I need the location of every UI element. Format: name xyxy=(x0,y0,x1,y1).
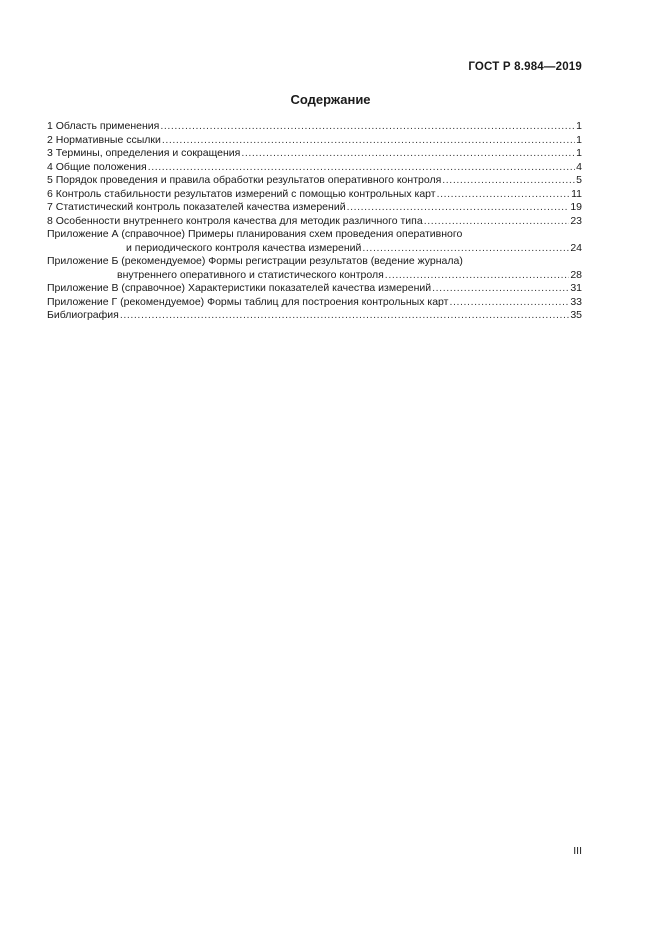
toc-entry-bibliography[interactable] xyxy=(47,309,582,323)
toc-entry-1[interactable] xyxy=(47,120,582,134)
dot-leader xyxy=(160,120,575,134)
toc-entry-page: 5 xyxy=(576,174,582,186)
toc-entry-text: 2 Нормативные ссылки xyxy=(47,133,161,146)
dot-leader xyxy=(442,174,575,188)
table-of-contents xyxy=(47,120,582,323)
dot-leader xyxy=(148,161,575,175)
toc-entry-text: Приложение А (справочное) Примеры планирования схем проведения оперативного xyxy=(47,228,463,240)
dot-leader xyxy=(424,215,570,229)
toc-entry-page: 1 xyxy=(576,147,582,159)
dot-leader xyxy=(437,188,570,202)
dot-leader xyxy=(385,269,570,283)
toc-entry-page: 23 xyxy=(570,214,582,227)
dot-leader xyxy=(241,147,575,161)
toc-entry-text: Приложение В (справочное) Характеристики показателей качества измерений xyxy=(47,282,432,294)
toc-entry-2[interactable] xyxy=(47,134,582,148)
document-code: ГОСТ Р 8.984—2019 xyxy=(468,61,582,73)
toc-entry-page: 11 xyxy=(571,187,582,200)
toc-entry-page: 31 xyxy=(570,282,582,294)
toc-entry-text: Приложение Б (рекомендуемое) Формы регистрации результатов (ведение журнала) xyxy=(47,255,463,267)
toc-entry-text: 1 Область применения xyxy=(47,120,160,132)
toc-entry-appendix-b[interactable] xyxy=(47,255,582,282)
toc-entry-text: 7 Статистический контроль показателей качества измерений xyxy=(47,201,346,213)
dot-leader xyxy=(347,201,570,215)
toc-entry-text: 5 Порядок проведения и правила обработки результатов оперативного контроля xyxy=(47,174,442,186)
toc-entry-6[interactable] xyxy=(47,188,582,202)
toc-entry-page: 1 xyxy=(576,120,582,132)
toc-entry-7[interactable] xyxy=(47,201,582,215)
page-number: III xyxy=(573,845,582,857)
dot-leader xyxy=(362,242,569,256)
toc-entry-5[interactable] xyxy=(47,174,582,188)
toc-entry-page: 28 xyxy=(570,268,582,281)
toc-entry-page: 4 xyxy=(576,160,582,173)
toc-entry-text: 3 Термины, определения и сокращения xyxy=(47,147,241,159)
toc-entry-text: 6 Контроль стабильности результатов измерений с помощью контрольных карт xyxy=(47,187,436,200)
toc-entry-page: 24 xyxy=(570,241,582,254)
dot-leader xyxy=(120,309,569,323)
dot-leader xyxy=(432,282,569,296)
toc-entry-continuation: и периодического контроля качества измерений xyxy=(126,241,362,254)
toc-entry-text: 8 Особенности внутреннего контроля качества для методик различного типа xyxy=(47,214,423,227)
toc-entry-3[interactable] xyxy=(47,147,582,161)
toc-entry-text: 4 Общие положения xyxy=(47,160,147,173)
toc-entry-appendix-a[interactable] xyxy=(47,228,582,255)
toc-entry-continuation: внутреннего оперативного и статистического контроля xyxy=(117,268,384,281)
toc-entry-text: Библиография xyxy=(47,309,119,321)
toc-entry-text: Приложение Г (рекомендуемое) Формы таблиц для построения контрольных карт xyxy=(47,295,449,308)
toc-entry-page: 33 xyxy=(570,295,582,308)
dot-leader xyxy=(162,134,575,148)
toc-entry-page: 19 xyxy=(570,201,582,213)
toc-entry-page: 1 xyxy=(576,133,582,146)
toc-title: Содержание xyxy=(290,92,371,107)
toc-entry-4[interactable] xyxy=(47,161,582,175)
toc-entry-page: 35 xyxy=(570,309,582,321)
toc-entry-appendix-g[interactable] xyxy=(47,296,582,310)
dot-leader xyxy=(449,296,569,310)
toc-entry-appendix-v[interactable] xyxy=(47,282,582,296)
toc-entry-8[interactable] xyxy=(47,215,582,229)
